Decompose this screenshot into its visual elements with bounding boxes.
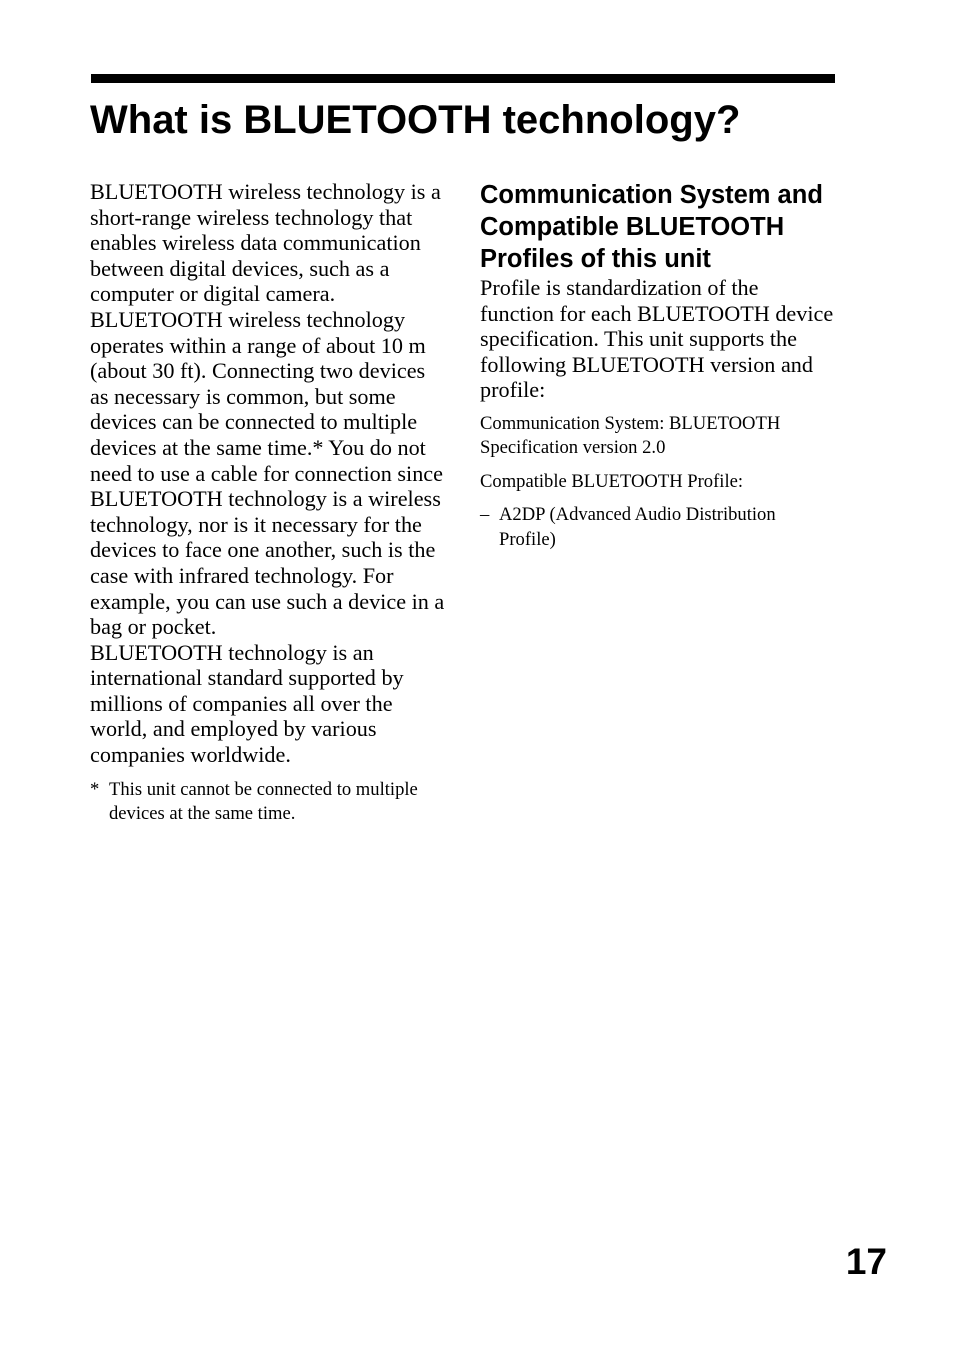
profile-intro-paragraph: Profile is standardization of the function for each BLUETOOTH device specification. This unit supports the following BLUETOOTH version and profile: <box>480 275 834 403</box>
dash-bullet: – <box>480 504 490 526</box>
right-column <box>480 179 836 552</box>
footnote-marker: * <box>90 778 100 800</box>
footnote-text: This unit cannot be connected to multiple devices at the same time. <box>109 778 418 825</box>
bluetooth-description-paragraph: BLUETOOTH wireless technology is a short-range wireless technology that enables wireless data communication between digital devices, such as a computer or digital camera. BLUETOOTH wireless technology operates within a range of about 10 m (about 30 ft). Connecting two devices as necessary is common, but some devices can be connected to multiple devices at the same time.* You do not need to use a cable for connection since BLUETOOTH technology is a wireless technology, nor is it necessary for the devices to face one another, such is the case with infrared technology. For example, you can use such a device in a bag or pocket. <box>90 179 445 640</box>
footnote <box>90 778 446 827</box>
profile-list-item <box>480 503 836 552</box>
page-title: What is BLUETOOTH technology? <box>90 98 741 142</box>
bluetooth-standard-paragraph: BLUETOOTH technology is an international standard supported by millions of companies all over the world, and employed by various companies worldwide. <box>90 639 404 768</box>
section-heading: Communication System and Compatible BLUETOOTH Profiles of this unit <box>480 181 823 273</box>
page-number: 17 <box>845 1241 887 1282</box>
compatible-profile-label: Compatible BLUETOOTH Profile: <box>480 470 744 492</box>
communication-system-spec: Communication System: BLUETOOTH Specification version 2.0 <box>480 412 781 459</box>
profile-list-item-text: A2DP (Advanced Audio Distribution Profile) <box>499 504 776 550</box>
title-rule <box>91 74 835 83</box>
left-column <box>90 179 446 827</box>
